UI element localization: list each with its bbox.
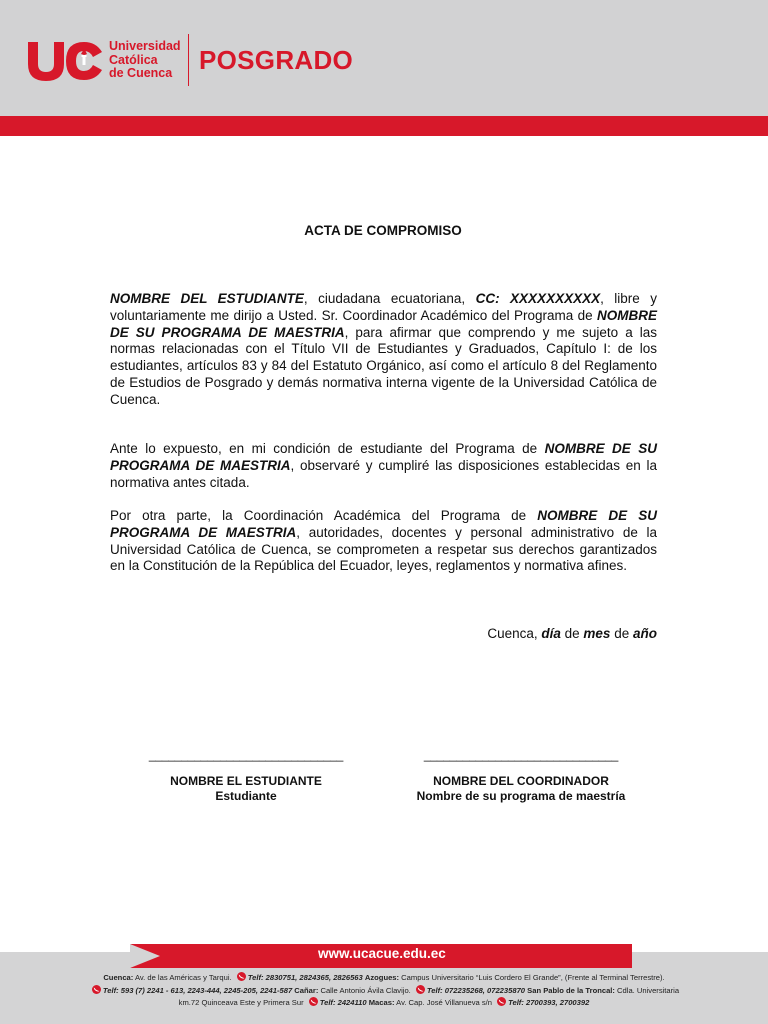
signature-role: Nombre de su programa de maestría: [416, 789, 626, 803]
header-divider: [188, 34, 189, 86]
university-name-line-3: de Cuenca: [109, 66, 173, 80]
signature-role: Estudiante: [215, 789, 277, 803]
campus-address: Av. Cap. José Villanueva s/n: [394, 998, 492, 1007]
p3-text-1: Por otra parte, la Coordinación Académica del Programa de: [110, 508, 538, 523]
program-name-placeholder: NOMBRE DE SU PROGRAMA DE MAESTRIA: [110, 441, 657, 473]
date-city: Cuenca,: [487, 626, 542, 641]
phone-numbers: Telf: 2424110: [319, 998, 367, 1007]
phone-icon: [309, 997, 318, 1006]
phone-numbers: Telf: 2830751, 2824365, 2826563: [247, 973, 363, 982]
campus-label: Azogues:: [364, 973, 400, 982]
university-name-line-2: Católica: [109, 52, 158, 67]
header-red-band: [0, 116, 768, 136]
paragraph-3: [110, 508, 657, 575]
campus-address: Av. de las Américas y Tarqui.: [133, 973, 232, 982]
website-url: www.ucacue.edu.ec: [318, 946, 446, 961]
p1-text-2: , libre y voluntariamente me dirijo a Usted. Sr. Coordinador Académico del Programa de: [110, 291, 657, 323]
phone-numbers: Telf: 072235268, 072235870: [426, 985, 526, 995]
date-line: [400, 626, 657, 641]
date-day: día: [541, 626, 561, 641]
signature-name: NOMBRE EL ESTUDIANTE: [170, 773, 322, 788]
signature-line: ______________________________: [148, 748, 344, 762]
phone-icon: [237, 972, 246, 981]
cc-placeholder: CC: XXXXXXXXXX: [475, 291, 601, 306]
university-name: [109, 40, 181, 81]
footer-line-1: [0, 972, 768, 985]
campus-label: Macas:: [368, 998, 395, 1007]
program-name-placeholder: NOMBRE DE SU PROGRAMA DE MAESTRIA: [110, 307, 657, 340]
footer-line-2: [0, 985, 768, 998]
phone-icon: [497, 997, 506, 1006]
campus-label: San Pablo de la Troncal:: [527, 985, 615, 995]
document-title: ACTA DE COMPROMISO: [304, 223, 462, 238]
program-name-placeholder: NOMBRE DE SU PROGRAMA DE MAESTRIA: [110, 508, 657, 540]
coordinator-signature-block: [396, 748, 646, 805]
date-de-2: de: [610, 626, 633, 641]
campus-address: Campus Universitario “Luis Cordero El Grande”, (Frente al Terminal Terrestre).: [399, 973, 665, 982]
campus-address: km.72 Quinceava Este y Primera Sur: [178, 998, 304, 1007]
p3-text-2: , autoridades, docentes y personal administrativo de la Universidad Católica de Cuenca, se comprometen a respetar sus derechos garantizados en la Constitución de la República del Ecuador, leyes, reglamentos y normativa afines.: [110, 524, 657, 574]
university-logo-icon: [26, 40, 104, 82]
footer-line-3: [0, 997, 768, 1010]
signature-line: ______________________________: [423, 748, 619, 762]
paragraph-2: [110, 441, 657, 491]
phone-icon: [416, 985, 425, 994]
campus-label: Cañar:: [294, 985, 319, 995]
student-signature-block: [140, 748, 352, 805]
posgrado-brand: POSGRADO: [199, 45, 354, 75]
date-month: mes: [583, 626, 611, 641]
campus-address: Cdla. Universitaria: [614, 985, 680, 995]
p2-text-1: Ante lo expuesto, en mi condición de estudiante del Programa de: [110, 441, 545, 456]
student-name-placeholder: NOMBRE DEL ESTUDIANTE: [110, 291, 304, 306]
p2-text-2: , observaré y cumpliré las disposiciones establecidas en la normativa antes citada.: [110, 457, 657, 490]
date-year: año: [632, 626, 657, 641]
campus-label: Cuenca:: [103, 973, 134, 982]
phone-numbers: Telf: 593 (7) 2241 - 613, 2243-444, 2245-205, 2241-587: [102, 985, 293, 995]
phone-numbers: Telf: 2700393, 2700392: [508, 998, 590, 1007]
p1-text-1: , ciudadana ecuatoriana,: [303, 291, 476, 306]
university-name-line-1: Universidad: [109, 39, 181, 53]
date-de-1: de: [560, 626, 584, 641]
campus-address: Calle Antonio Ávila Clavijo.: [318, 985, 411, 995]
paragraph-1: [110, 291, 657, 409]
p1-text-3: , para afirmar que comprendo y me sujeto a las normas relacionadas con el Título VII de Estudiantes y Graduados, Capítulo I: de los estudiantes, artículos 83 y 84 del Estatuto Orgánico, así como el artículo 8 del Reglamento de Estudios de Posgrado y demás normativa interna vigente de la Universidad Católica de Cuenca.: [110, 324, 657, 407]
footer-contacts: [0, 972, 768, 1010]
phone-icon: [92, 985, 101, 994]
signature-name: NOMBRE DEL COORDINADOR: [433, 773, 609, 788]
